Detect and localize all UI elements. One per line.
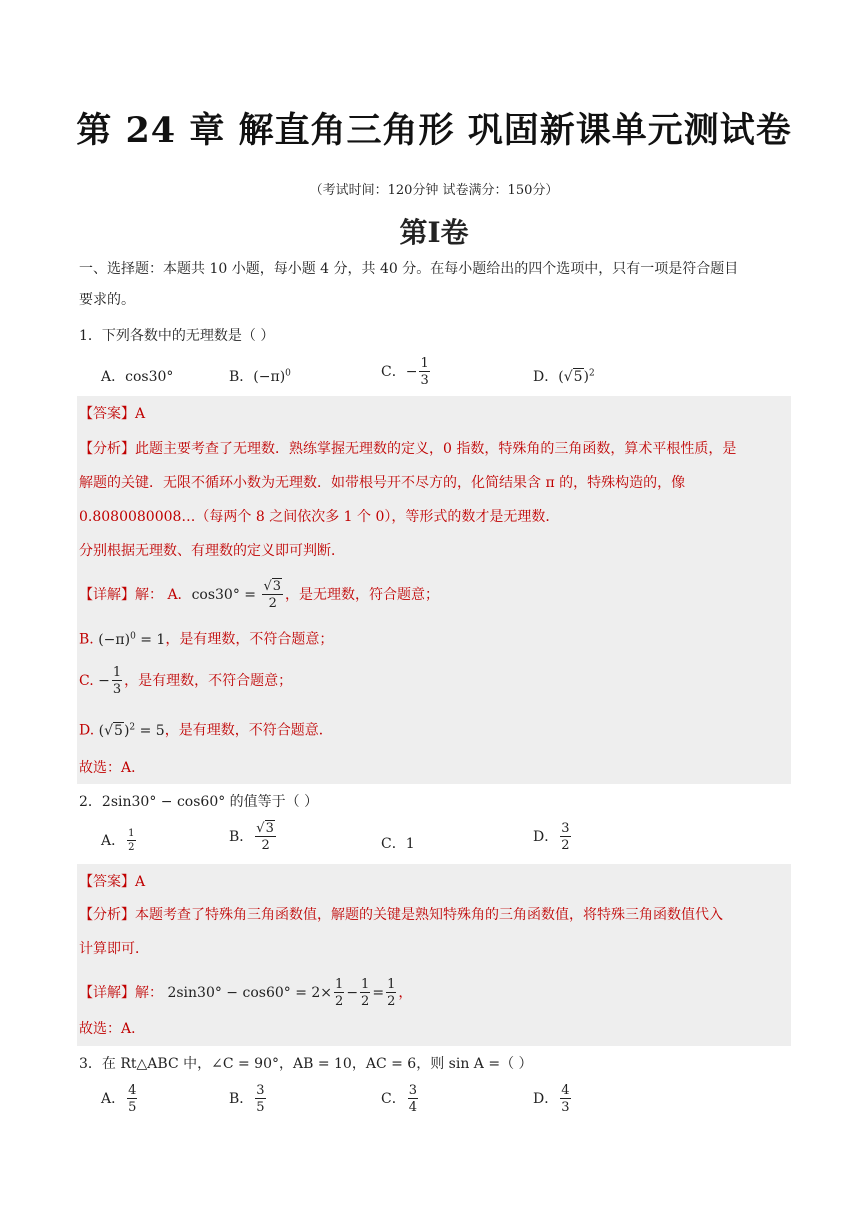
q2-analysis-line-1: 【分析】本题考查了特殊角三角函数值，解题的关键是熟知特殊角的三角函数值，将特殊三角函数值代入 xyxy=(79,907,723,923)
q2-detail: 【详解】解： 2sin30° − cos60° = 2× $\frac{1}{2}$ − $\frac{1}{2}$ = $\frac{1}{2}$ ， xyxy=(79,977,413,1009)
q1-stem: 1．下列各数中的无理数是（ ） xyxy=(79,328,275,344)
q2-option-c: C．1 xyxy=(381,836,415,852)
document-title: 第 24 章 解直角三角形 巩固新课单元测试卷 xyxy=(76,110,792,151)
exam-info: （考试时间：120分钟 试卷满分：150分） xyxy=(309,183,559,198)
q1-option-d: D．$(√5)^2$ xyxy=(533,368,595,385)
q3-option-d: D． $\frac{4}{3}$ xyxy=(533,1083,570,1115)
q1-detail-b: B. $(-\pi)^0 = 1$，是有理数，不符合题意； xyxy=(79,631,334,648)
q1-answer: 【答案】A xyxy=(79,406,146,422)
q1-analysis-line-4: 分别根据无理数、有理数的定义即可判断． xyxy=(79,543,345,559)
q3-option-b: B． $\frac{3}{5}$ xyxy=(229,1083,265,1115)
q1-analysis-line-2: 解题的关键．无限不循环小数为无理数．如带根号开不尽方的，化简结果含 π 的，特殊构造的，像 xyxy=(79,475,686,491)
q2-option-b: B． $\frac{√3}{2}$ xyxy=(229,821,274,853)
q1-detail-c: C. − $\frac{1}{3}$ ，是有理数，不符合题意； xyxy=(79,665,293,697)
section-heading: 第I卷 xyxy=(399,216,469,249)
q2-option-a: A． $\frac{1}{2}$ xyxy=(101,828,135,853)
q1-option-a: A．cos30° xyxy=(101,369,174,385)
instructions-line-2: 要求的。 xyxy=(79,292,135,308)
q1-choose: 故选：A． xyxy=(79,760,146,776)
q2-analysis-line-2: 计算即可． xyxy=(79,941,149,957)
q1-option-c: C．− $\frac{1}{3}$ xyxy=(381,356,429,388)
q3-option-c: C． $\frac{3}{4}$ xyxy=(381,1083,417,1115)
q1-detail-a: 【详解】解： A．cos30° = $\frac{√3}{2}$ ，是无理数，符合题意； xyxy=(79,579,440,611)
q2-answer: 【答案】A xyxy=(79,874,146,890)
q1-option-b: B．$(-\pi)^0$ xyxy=(229,368,291,385)
q1-analysis-line-1: 【分析】此题主要考查了无理数．熟练掌握无理数的定义，0 指数，特殊角的三角函数，算术平根性质，是 xyxy=(79,441,737,457)
q2-option-d: D． $\frac{3}{2}$ xyxy=(533,821,570,853)
q1-analysis-line-3: 0.8080080008…（每两个 8 之间依次多 1 个 0），等形式的数才是无理数． xyxy=(79,509,560,525)
q2-choose: 故选：A． xyxy=(79,1021,146,1037)
q2-stem: 2．2sin30° − cos60° 的值等于（ ） xyxy=(79,794,319,810)
q3-stem: 3．在 Rt△ABC 中，∠C = 90°，AB = 10，AC = 6，则 sin A =（ ） xyxy=(79,1056,533,1072)
instructions-line-1: 一、选择题：本题共 10 小题，每小题 4 分，共 40 分。在每小题给出的四个选项中，只有一项是符合题目 xyxy=(79,261,739,277)
q3-option-a: A． $\frac{4}{5}$ xyxy=(101,1083,137,1115)
q1-detail-d: D. $(√5)^2 = 5$，是有理数，不符合题意． xyxy=(79,722,333,739)
